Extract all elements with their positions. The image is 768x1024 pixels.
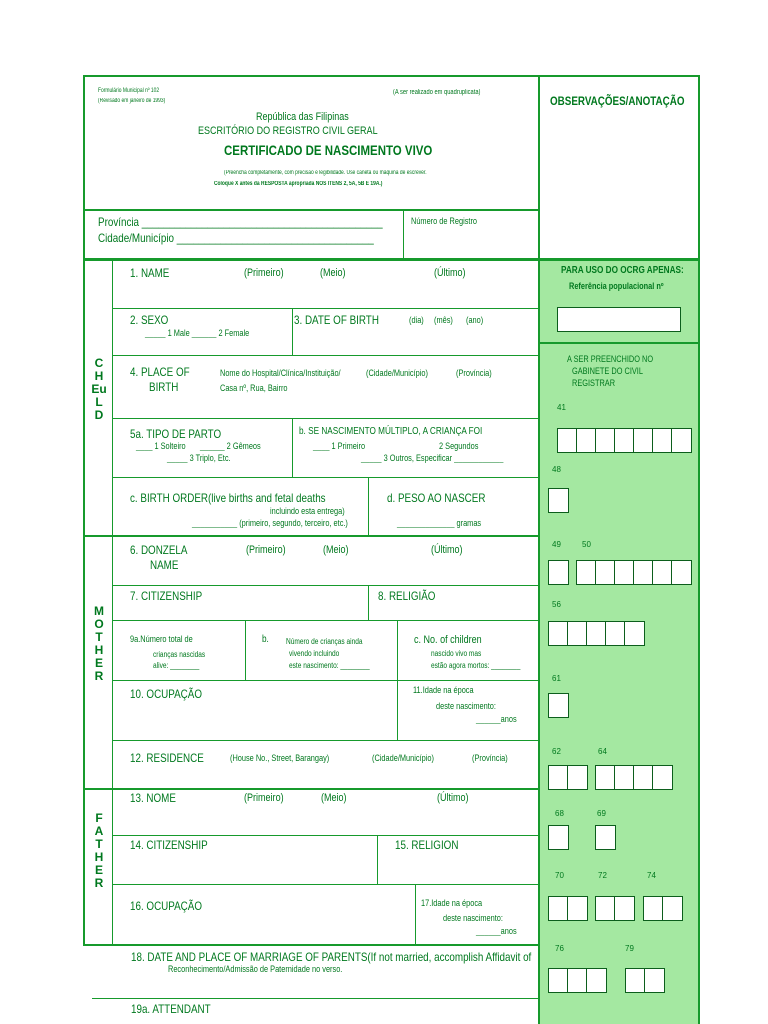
- page-title: CERTIFICADO DE NASCIMENTO VIVO: [224, 142, 433, 158]
- code-box-cell[interactable]: [634, 561, 653, 584]
- birth-city-hint: (Cidade/Município): [366, 368, 428, 378]
- row-line: [112, 477, 538, 478]
- row-line: [112, 680, 538, 681]
- code-box-cell[interactable]: [615, 766, 634, 789]
- month-hint: (mês): [434, 315, 453, 325]
- side-label-child: C H Eu L D: [91, 356, 107, 422]
- side-label-father: F A T H E R: [94, 811, 104, 890]
- code-64: 64: [598, 747, 607, 756]
- code-box-cell[interactable]: [653, 429, 672, 452]
- code-box-group: [548, 765, 588, 790]
- children-dead-field[interactable]: estão agora mortos: ________: [431, 661, 521, 670]
- code-box-group: [595, 825, 616, 850]
- ocrg-divider: [539, 342, 700, 344]
- sex-options[interactable]: _____ 1 Male ______ 2 Female: [145, 328, 250, 338]
- code-box-cell[interactable]: [549, 969, 568, 992]
- field-17-line-1: 17.Idade na época: [421, 898, 483, 908]
- code-box-cell[interactable]: [568, 766, 587, 789]
- code-61: 61: [552, 674, 561, 683]
- child-mother-divider: [83, 535, 539, 537]
- code-box-group: [557, 428, 692, 453]
- field-11-line-1: 11.Idade na época: [413, 685, 474, 695]
- frame-right: [698, 75, 700, 1024]
- field-4-label-2: BIRTH: [149, 380, 179, 394]
- code-69: 69: [597, 809, 606, 818]
- field-9c-line-2: nascido vivo mas: [431, 649, 482, 658]
- field-9a-line-2: crianças nascidas: [153, 650, 206, 659]
- residence-province-hint: (Província): [472, 753, 508, 763]
- field-10-label: 10. OCUPAÇÃO: [130, 687, 203, 701]
- republic-label: República das Filipinas: [256, 111, 349, 123]
- code-box-cell[interactable]: [596, 897, 615, 920]
- office-label: ESCRITÓRIO DO REGISTRO CIVIL GERAL: [198, 125, 378, 137]
- code-70: 70: [555, 871, 564, 880]
- city-field[interactable]: Cidade/Município ____________________________________: [98, 231, 374, 245]
- field-6-label: 6. DONZELA: [130, 543, 188, 557]
- code-box-group: [548, 488, 569, 513]
- last-name-hint: (Último): [434, 267, 466, 279]
- house-hint: (House No., Street, Barangay): [230, 753, 330, 763]
- ocrg-title: PARA USO DO OCRG APENAS:: [561, 265, 684, 276]
- children-born-alive-field[interactable]: alive: ________: [153, 661, 200, 670]
- multiple-second[interactable]: 2 Segundos: [439, 441, 479, 451]
- code-box-cell[interactable]: [549, 622, 568, 645]
- frame-top: [83, 75, 700, 77]
- code-box-cell[interactable]: [577, 561, 596, 584]
- year-hint: (ano): [466, 315, 484, 325]
- row-line: [92, 998, 538, 999]
- code-box-group: [576, 560, 692, 585]
- population-reference-box[interactable]: [557, 307, 681, 332]
- code-41: 41: [557, 403, 566, 412]
- code-box-cell[interactable]: [549, 561, 568, 584]
- first-name-hint: (Primeiro): [246, 544, 286, 556]
- code-box-cell[interactable]: [606, 622, 625, 645]
- code-box-cell[interactable]: [549, 766, 568, 789]
- col-line: [292, 308, 293, 355]
- field-13-label: 13. NOME: [130, 791, 176, 805]
- col-line: [415, 884, 416, 944]
- civil-note-3: REGISTRAR: [572, 378, 616, 388]
- address-hint: Casa nº, Rua, Bairro: [220, 383, 288, 393]
- form-revised: (Revisado em janeiro de 1993): [98, 98, 166, 104]
- header-bottom: [83, 209, 539, 211]
- row-line: [112, 740, 538, 741]
- field-6-label-2: NAME: [150, 558, 179, 572]
- code-box-cell[interactable]: [615, 561, 634, 584]
- form-number: Formulário Municipal nº 102: [98, 88, 160, 94]
- col-line: [368, 585, 369, 620]
- row-line: [112, 884, 538, 885]
- field-15-label: 15. RELIGION: [395, 838, 459, 852]
- code-box-cell[interactable]: [625, 622, 644, 645]
- field-12-label: 12. RESIDENCE: [130, 751, 204, 765]
- father-age-field[interactable]: ______anos: [476, 926, 517, 936]
- birth-type-twin[interactable]: ______ 2 Gêmeos: [200, 441, 261, 451]
- code-box-group: [595, 765, 673, 790]
- middle-name-hint: (Meio): [320, 267, 346, 279]
- father-bottom: [83, 944, 539, 946]
- code-box-cell[interactable]: [596, 561, 615, 584]
- code-box-cell[interactable]: [587, 969, 606, 992]
- row-line: [112, 620, 538, 621]
- code-box-group: [548, 693, 569, 718]
- code-box-cell[interactable]: [568, 969, 587, 992]
- code-box-group: [548, 621, 645, 646]
- code-box-cell[interactable]: [596, 826, 615, 849]
- field-2-label: 2. SEXO: [130, 313, 169, 327]
- province-field[interactable]: Província ____________________________________________: [98, 215, 383, 229]
- code-box-group: [548, 896, 588, 921]
- mother-father-divider: [83, 788, 539, 790]
- registry-divider: [403, 211, 404, 258]
- observations-title: OBSERVAÇÕES/ANOTAÇÃO: [550, 94, 685, 108]
- field-5a-label: 5a. TIPO DE PARTO: [130, 427, 222, 441]
- row-line: [112, 835, 538, 836]
- birth-order-field[interactable]: ___________ (primeiro, segundo, terceiro, etc.): [192, 518, 348, 528]
- code-box-cell[interactable]: [596, 766, 615, 789]
- code-62: 62: [552, 747, 561, 756]
- field-8-label: 8. RELIGIÃO: [378, 589, 436, 603]
- field-7-label: 7. CITIZENSHIP: [130, 589, 203, 603]
- field-18-label: 18. DATE AND PLACE OF MARRIAGE OF PARENTS(If not married, accomplish Affidavit of: [131, 950, 532, 964]
- instructions-2: Coloque X antes da RESPOSTA apropriada NOS ITENS 2, 5A, 5B E 19A.): [214, 181, 383, 187]
- field-9a-line-1: 9a.Número total de: [130, 634, 193, 644]
- code-box-cell[interactable]: [596, 429, 615, 452]
- col-line: [245, 620, 246, 680]
- civil-note-2: GABINETE DO CIVIL: [572, 366, 643, 376]
- field-16-label: 16. OCUPAÇÃO: [130, 899, 203, 913]
- last-name-hint: (Último): [437, 792, 469, 804]
- code-68: 68: [555, 809, 564, 818]
- code-box-cell[interactable]: [615, 897, 634, 920]
- code-49: 49: [552, 540, 561, 549]
- birth-type-triplet[interactable]: _____ 3 Triplo, Etc.: [167, 453, 231, 463]
- code-box-cell[interactable]: [626, 969, 645, 992]
- multiple-first[interactable]: ____ 1 Primeiro: [313, 441, 366, 451]
- code-box-cell[interactable]: [558, 429, 577, 452]
- code-box-cell[interactable]: [549, 897, 568, 920]
- field-5b-label: b. SE NASCIMENTO MÚLTIPLO, A CRIANÇA FOI: [299, 426, 483, 437]
- multiple-other[interactable]: _____ 3 Outros, Especificar ____________: [361, 453, 504, 463]
- side-column-line: [112, 261, 113, 946]
- civil-note-1: A SER PREENCHIDO NO: [567, 354, 654, 364]
- instructions-1: (Preencha completamente, com precisão e legibilidade. Use caneta ou máquina de escrever.: [224, 170, 427, 176]
- code-box-cell[interactable]: [663, 897, 682, 920]
- code-box-cell[interactable]: [653, 766, 672, 789]
- code-56: 56: [552, 600, 561, 609]
- field-5c-line-2: incluindo esta entrega): [270, 506, 345, 516]
- code-box-cell[interactable]: [577, 429, 596, 452]
- code-76: 76: [555, 944, 564, 953]
- field-18-line-2: Reconhecimento/Admissão de Paternidade no verso.: [168, 964, 343, 974]
- code-box-cell[interactable]: [672, 561, 691, 584]
- code-box-group: [548, 968, 607, 993]
- field-9b-line-1: Número de crianças ainda: [286, 637, 363, 646]
- code-box-cell[interactable]: [615, 429, 634, 452]
- code-box-cell[interactable]: [634, 429, 653, 452]
- field-11-line-2: deste nascimento:: [436, 701, 496, 711]
- birth-province-hint: (Província): [456, 368, 492, 378]
- code-box-cell[interactable]: [672, 429, 691, 452]
- code-box-cell[interactable]: [568, 897, 587, 920]
- row-line: [112, 418, 538, 419]
- code-box-cell[interactable]: [634, 766, 653, 789]
- field-17-line-2: deste nascimento:: [443, 913, 503, 923]
- quadruplicate-note: (A ser realizado em quadruplicata): [393, 89, 481, 96]
- code-box-group: [625, 968, 665, 993]
- code-box-cell[interactable]: [587, 622, 606, 645]
- registry-number-label: Número de Registro: [411, 216, 478, 226]
- code-box-cell[interactable]: [645, 969, 664, 992]
- side-label-mother: M O T H E R: [94, 604, 104, 683]
- field-1-label: 1. NAME: [130, 266, 170, 280]
- code-box-cell[interactable]: [568, 622, 587, 645]
- row-line: [112, 308, 538, 309]
- birth-type-single[interactable]: ____ 1 Solteiro: [136, 441, 186, 451]
- middle-name-hint: (Meio): [321, 792, 347, 804]
- field-4-label: 4. PLACE OF: [130, 365, 190, 379]
- col-line: [377, 835, 378, 884]
- code-box-group: [595, 896, 635, 921]
- row-line: [112, 355, 538, 356]
- last-name-hint: (Último): [431, 544, 463, 556]
- col-line: [292, 418, 293, 477]
- first-name-hint: (Primeiro): [244, 267, 284, 279]
- row-line: [112, 585, 538, 586]
- birth-weight-field[interactable]: ______________ gramas: [397, 518, 482, 528]
- field-14-label: 14. CITIZENSHIP: [130, 838, 208, 852]
- code-74: 74: [647, 871, 656, 880]
- first-name-hint: (Primeiro): [244, 792, 284, 804]
- field-9b-line-2: vivendo incluindo: [289, 649, 340, 658]
- field-9c-line-1: c. No. of children: [414, 634, 482, 646]
- code-box-group: [548, 560, 569, 585]
- code-79: 79: [625, 944, 634, 953]
- code-50: 50: [582, 540, 591, 549]
- day-hint: (dia): [409, 315, 424, 325]
- code-box-cell[interactable]: [644, 897, 663, 920]
- code-box-group: [548, 825, 569, 850]
- hospital-hint: Nome do Hospital/Clínica/Instituição/: [220, 368, 341, 378]
- frame-left: [83, 75, 85, 946]
- code-48: 48: [552, 465, 561, 474]
- col-line: [397, 680, 398, 740]
- field-5c-label: c. BIRTH ORDER(live births and fetal deaths: [130, 491, 326, 505]
- location-bottom: [83, 258, 700, 261]
- code-box-cell[interactable]: [549, 694, 568, 717]
- field-9b-label: b.: [262, 634, 269, 645]
- field-3-label: 3. DATE OF BIRTH: [294, 313, 379, 327]
- code-72: 72: [598, 871, 607, 880]
- field-5d-label: d. PESO AO NASCER: [387, 491, 486, 505]
- code-box-cell[interactable]: [549, 489, 568, 512]
- middle-name-hint: (Meio): [323, 544, 349, 556]
- code-box-cell[interactable]: [549, 826, 568, 849]
- mother-age-field[interactable]: ______anos: [476, 714, 517, 724]
- field-19a-label: 19a. ATTENDANT: [131, 1002, 211, 1016]
- frame-divider: [538, 75, 540, 1024]
- col-line: [397, 620, 398, 680]
- code-box-group: [643, 896, 683, 921]
- col-line: [368, 477, 369, 535]
- children-living-field[interactable]: este nascimento: ________: [289, 661, 370, 670]
- code-box-cell[interactable]: [653, 561, 672, 584]
- residence-city-hint: (Cidade/Município): [372, 753, 434, 763]
- ocrg-reference-label: Referência populacional nº: [569, 281, 664, 291]
